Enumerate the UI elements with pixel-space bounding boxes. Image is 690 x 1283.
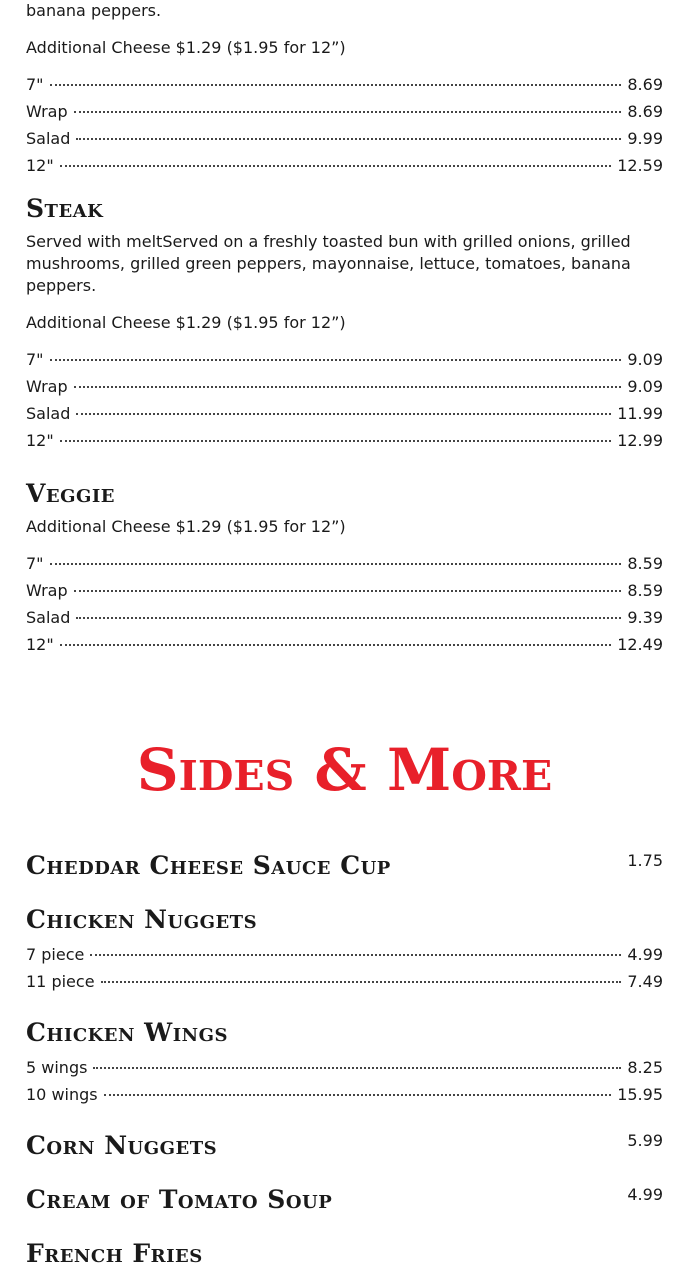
size-label: Salad	[26, 129, 71, 148]
french-fries-heading: French Fries	[26, 1239, 203, 1268]
dot-leader	[93, 1067, 621, 1069]
price-list	[26, 71, 663, 179]
price-value: 1.75	[627, 851, 663, 870]
price-row	[26, 71, 663, 98]
price-row	[26, 941, 663, 968]
price-list	[26, 941, 663, 995]
dot-leader	[60, 644, 611, 646]
price-value: 8.69	[627, 102, 663, 121]
menu-item-cheddar	[26, 850, 663, 882]
additional-cheese-note: Additional Cheese $1.29 ($1.95 for 12”)	[26, 38, 346, 57]
price-row	[26, 125, 663, 152]
price-value: 9.99	[627, 129, 663, 148]
price-row	[26, 346, 663, 373]
price-value: 12.49	[617, 635, 663, 654]
dot-leader	[74, 590, 622, 592]
price-value: 9.39	[627, 608, 663, 627]
price-row	[26, 427, 663, 454]
size-label: 7"	[26, 75, 44, 94]
price-list	[26, 346, 663, 454]
cheddar-heading: Cheddar Cheese Sauce Cup	[26, 851, 391, 880]
dot-leader	[76, 138, 621, 140]
price-value: 8.25	[627, 1058, 663, 1077]
size-label: 7 piece	[26, 945, 85, 964]
size-label: 11 piece	[26, 972, 95, 991]
dot-leader	[50, 84, 622, 86]
veggie-heading: Veggie	[26, 479, 116, 508]
size-label: Wrap	[26, 377, 68, 396]
steak-heading: Steak	[26, 194, 104, 223]
price-row	[26, 550, 663, 577]
price-row	[26, 98, 663, 125]
item-description: Served with meltServed on a freshly toasted bun with grilled onions, grilled mushrooms, grilled green peppers, mayonnaise, lettuce, tomatoes, banana peppers.	[26, 232, 631, 295]
dot-leader	[60, 440, 611, 442]
price-value: 8.59	[627, 554, 663, 573]
dot-leader	[74, 386, 622, 388]
additional-cheese-note: Additional Cheese $1.29 ($1.95 for 12”)	[26, 517, 346, 536]
menu-page	[26, 0, 663, 1270]
menu-item-tomato-soup	[26, 1184, 663, 1216]
price-value: 8.59	[627, 581, 663, 600]
price-row	[26, 577, 663, 604]
dot-leader	[50, 359, 622, 361]
price-value: 12.59	[617, 156, 663, 175]
price-value: 4.99	[627, 945, 663, 964]
size-label: Wrap	[26, 102, 68, 121]
dot-leader	[101, 981, 622, 983]
corn-nuggets-heading: Corn Nuggets	[26, 1131, 218, 1160]
dot-leader	[90, 954, 621, 956]
dot-leader	[76, 617, 621, 619]
price-value: 9.09	[627, 350, 663, 369]
size-label: 5 wings	[26, 1058, 88, 1077]
price-value: 4.99	[627, 1185, 663, 1204]
additional-cheese-note: Additional Cheese $1.29 ($1.95 for 12”)	[26, 313, 346, 332]
price-list	[26, 550, 663, 658]
size-label: 10 wings	[26, 1085, 98, 1104]
price-row	[26, 968, 663, 995]
price-row	[26, 152, 663, 179]
chicken-wings-heading: Chicken Wings	[26, 1018, 228, 1047]
size-label: Wrap	[26, 581, 68, 600]
price-value: 12.99	[617, 431, 663, 450]
menu-item-corn-nuggets	[26, 1130, 663, 1162]
size-label: 12"	[26, 635, 54, 654]
price-value: 8.69	[627, 75, 663, 94]
price-value: 11.99	[617, 404, 663, 423]
price-value: 7.49	[627, 972, 663, 991]
size-label: 12"	[26, 431, 54, 450]
price-row	[26, 400, 663, 427]
price-value: 5.99	[627, 1131, 663, 1150]
price-list	[26, 1054, 663, 1108]
size-label: 7"	[26, 350, 44, 369]
item-description: banana peppers.	[26, 1, 162, 20]
dot-leader	[76, 413, 611, 415]
price-value: 15.95	[617, 1085, 663, 1104]
tomato-soup-heading: Cream of Tomato Soup	[26, 1185, 333, 1214]
dot-leader	[50, 563, 622, 565]
sides-section-title: Sides & More	[136, 736, 553, 804]
price-row	[26, 1081, 663, 1108]
price-row	[26, 1054, 663, 1081]
dot-leader	[60, 165, 611, 167]
chicken-nuggets-heading: Chicken Nuggets	[26, 905, 258, 934]
price-row	[26, 604, 663, 631]
dot-leader	[74, 111, 622, 113]
price-row	[26, 373, 663, 400]
size-label: 7"	[26, 554, 44, 573]
size-label: Salad	[26, 608, 71, 627]
dot-leader	[104, 1094, 612, 1096]
price-row	[26, 631, 663, 658]
size-label: 12"	[26, 156, 54, 175]
price-value: 9.09	[627, 377, 663, 396]
size-label: Salad	[26, 404, 71, 423]
